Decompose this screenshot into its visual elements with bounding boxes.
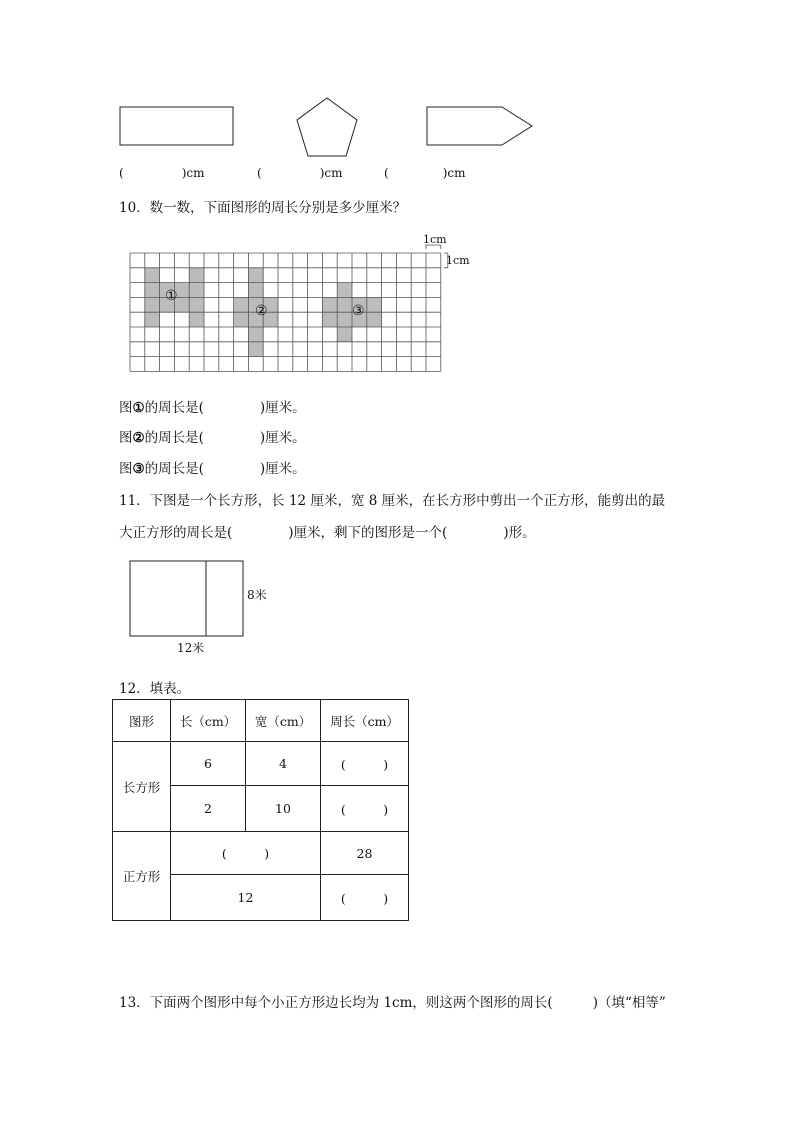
cell-side: 12 — [171, 875, 321, 921]
q9-answer-3[interactable]: ( )cm — [384, 166, 466, 180]
cell-side-blank[interactable]: ( ) — [171, 832, 321, 875]
outer-rectangle — [130, 561, 243, 636]
q10-answer-3[interactable]: 图③的周长是( )厘米。 — [119, 461, 306, 477]
rectangle-label: 长方形 — [113, 742, 171, 832]
q11-question-line2[interactable]: 大正方形的周长是( )厘米，剩下的图形是一个( )形。 — [119, 525, 536, 541]
header-width: 宽（cm） — [246, 700, 321, 742]
cell-width: 4 — [246, 742, 321, 786]
cell-perimeter: 28 — [321, 832, 409, 875]
width-label: 8米 — [247, 588, 267, 602]
square-label: 正方形 — [113, 832, 171, 921]
cell-perimeter-blank[interactable]: ( ) — [321, 786, 409, 832]
q13-question[interactable]: 13．下面两个图形中每个小正方形边长均为 1cm，则这两个图形的周长( )（填“相等” — [119, 995, 666, 1011]
table-row — [113, 832, 409, 875]
scale-horizontal: 1cm — [423, 233, 447, 246]
cell-length: 6 — [171, 742, 246, 786]
q12-title: 12．填表。 — [119, 681, 191, 697]
header-length: 长（cm） — [171, 700, 246, 742]
q10-answer-1[interactable]: 图①的周长是( )厘米。 — [119, 400, 306, 416]
q9-answer-1[interactable]: ( )cm — [119, 166, 205, 180]
q10-question: 10．数一数，下面图形的周长分别是多少厘米？ — [119, 200, 407, 216]
table-row — [113, 742, 409, 786]
length-label: 12米 — [177, 641, 205, 655]
header-perimeter: 周长（cm） — [321, 700, 409, 742]
cell-perimeter-blank[interactable]: ( ) — [321, 742, 409, 786]
cell-width: 10 — [246, 786, 321, 832]
cell-length: 2 — [171, 786, 246, 832]
q10-answer-2[interactable]: 图②的周长是( )厘米。 — [119, 430, 306, 446]
header-shape: 图形 — [113, 700, 171, 742]
cell-perimeter-blank[interactable]: ( ) — [321, 875, 409, 921]
table-header-row — [113, 700, 409, 742]
q9-answer-2[interactable]: ( )cm — [257, 166, 343, 180]
shape-label-3: ③ — [352, 303, 365, 319]
shape-label-2: ② — [255, 303, 268, 319]
q11-question-line1: 11．下图是一个长方形，长 12 厘米，宽 8 厘米，在长方形中剪出一个正方形，能剪出的最 — [119, 493, 666, 509]
shape-label-1: ① — [165, 288, 178, 304]
scale-vertical: 1cm — [446, 254, 470, 267]
perimeter-table — [112, 699, 409, 921]
